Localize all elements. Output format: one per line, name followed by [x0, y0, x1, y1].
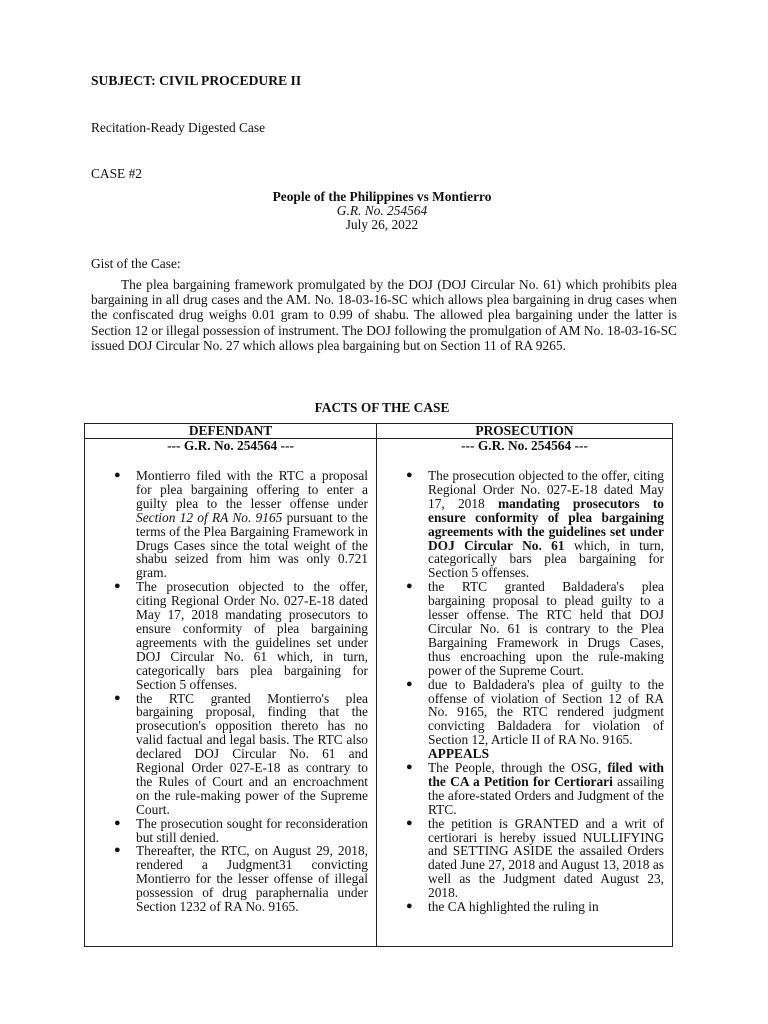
bullet-icon: ●	[114, 580, 121, 593]
defendant-column	[85, 439, 377, 947]
facts-header-row	[85, 424, 673, 439]
list-item: ● The prosecution objected to the offer, citing Regional Order No. 027-E-18 dated May 17, 2018 mandating prosecutors to ensure conformity of plea bargaining agreements with the guidelines set under DOJ Circular No. 61 which, in turn, categorically bars plea bargaining for Section 5 offenses.	[406, 468, 665, 581]
list-item: ● the RTC granted Baldadera's plea bargaining proposal to plead guilty to a lesser offense. The RTC held that DOJ Circular No. 61 is contrary to the Plea Bargaining Framework in Drugs Cases, thus encroaching upon the rule-making power of the Supreme Court.	[406, 579, 664, 678]
bullet-icon: ●	[114, 816, 121, 829]
gist-text: The plea bargaining framework promulgated by the DOJ (DOJ Circular No. 61) which prohibits plea bargaining in all drug cases and the AM. No. 18-03-16-SC which allows plea bargaining in drug cases when the confiscated drug weighs 0.01 gram to 0.99 of shabu. The allowed plea bargaining under the latter is Section 12 or illegal possession of instrument. The DOJ following the promulgation of AM No. 18-03-16-SC issued DOJ Circular No. 27 which allows plea bargaining but on Section 11 of RA 9265.	[91, 277, 677, 353]
bullet-icon: ●	[114, 469, 121, 481]
bullet-icon: ●	[406, 900, 413, 913]
bullet-icon: ●	[406, 677, 413, 690]
list-item: ● the petition is GRANTED and a writ of certiorari is hereby issued NULLIFYING and SETTING ASIDE the assailed Orders dated June 27, 2018 and August 13, 2018 as well as the Judgment dated August 23, 2018.	[406, 815, 664, 901]
bullet-icon: ●	[114, 844, 121, 857]
document-subtitle: Recitation-Ready Digested Case	[91, 120, 266, 135]
facts-heading: FACTS OF THE CASE	[314, 400, 450, 415]
gist-label: Gist of the Case:	[91, 256, 181, 271]
bullet-icon: ●	[114, 691, 121, 704]
list-item: ● the RTC granted Montierro's plea bargaining proposal, finding that the prosecution's opposition thereto has no valid factual and legal basis. The RTC also declared DOJ Circular No. 61 and Regional Order 027-E-18 as contrary to the Rules of Court and an encroachment on the rule-making power of the Supreme Court.	[114, 690, 368, 817]
case-number: CASE #2	[91, 166, 142, 181]
list-item: ● The People, through the OSG, filed with the CA a Petition for Certiorari assailing the afore-stated Orders and Judgment of the RTC.	[406, 760, 665, 817]
defendant-facts-list	[85, 469, 376, 914]
list-item: ● Thereafter, the RTC, on August 29, 2018, rendered a Judgment31 convicting Montierro for the lesser offense of illegal possession of drug paraphernalia under Section 1232 of RA No. 9165.	[114, 843, 368, 915]
facts-body-row	[85, 439, 673, 947]
defendant-gr: --- G.R. No. 254564 ---	[167, 438, 294, 453]
subject-heading: SUBJECT: CIVIL PROCEDURE II	[91, 73, 302, 88]
appeals-subheading: APPEALS	[428, 746, 490, 762]
bullet-icon: ●	[406, 580, 413, 593]
prosecution-gr: --- G.R. No. 254564 ---	[461, 438, 588, 453]
bullet-icon: ●	[406, 761, 413, 774]
case-gr-number: G.R. No. 254564	[336, 203, 428, 218]
case-date: July 26, 2022	[345, 217, 419, 232]
list-item: ● the CA highlighted the ruling in	[406, 899, 599, 915]
list-item: ● The prosecution sought for reconsideration but still denied.	[114, 815, 368, 845]
prosecution-header: PROSECUTION	[377, 424, 673, 439]
defendant-header: DEFENDANT	[85, 424, 377, 439]
case-heading	[84, 190, 680, 232]
prosecution-facts-list	[377, 469, 672, 914]
bullet-icon: ●	[406, 816, 413, 829]
facts-table	[84, 423, 673, 947]
prosecution-column	[377, 439, 673, 947]
case-title: People of the Philippines vs Montierro	[272, 189, 492, 204]
list-item: ● Montierro filed with the RTC a proposal for plea bargaining offering to enter a guilty plea to the lesser offense under Section 12 of RA No. 9165 pursuant to the terms of the Plea Bargaining Framework in Drugs Cases since the total weight of the shabu seized from him was only 0.721 gram.	[114, 468, 368, 581]
list-item: ● due to Baldadera's plea of guilty to the offense of violation of Section 12 of RA No. 9165, the RTC rendered judgment convicting Baldadera for violation of Section 12, Article II of RA No. 9165.	[406, 676, 664, 748]
list-item: ● The prosecution objected to the offer, citing Regional Order No. 027-E-18 dated May 17, 2018 mandating prosecutors to ensure conformity of plea bargaining agreements with the guidelines set under DOJ Circular No. 61 which, in turn, categorically bars plea bargaining for Section 5 offenses.	[114, 579, 368, 692]
bullet-icon: ●	[406, 469, 413, 481]
